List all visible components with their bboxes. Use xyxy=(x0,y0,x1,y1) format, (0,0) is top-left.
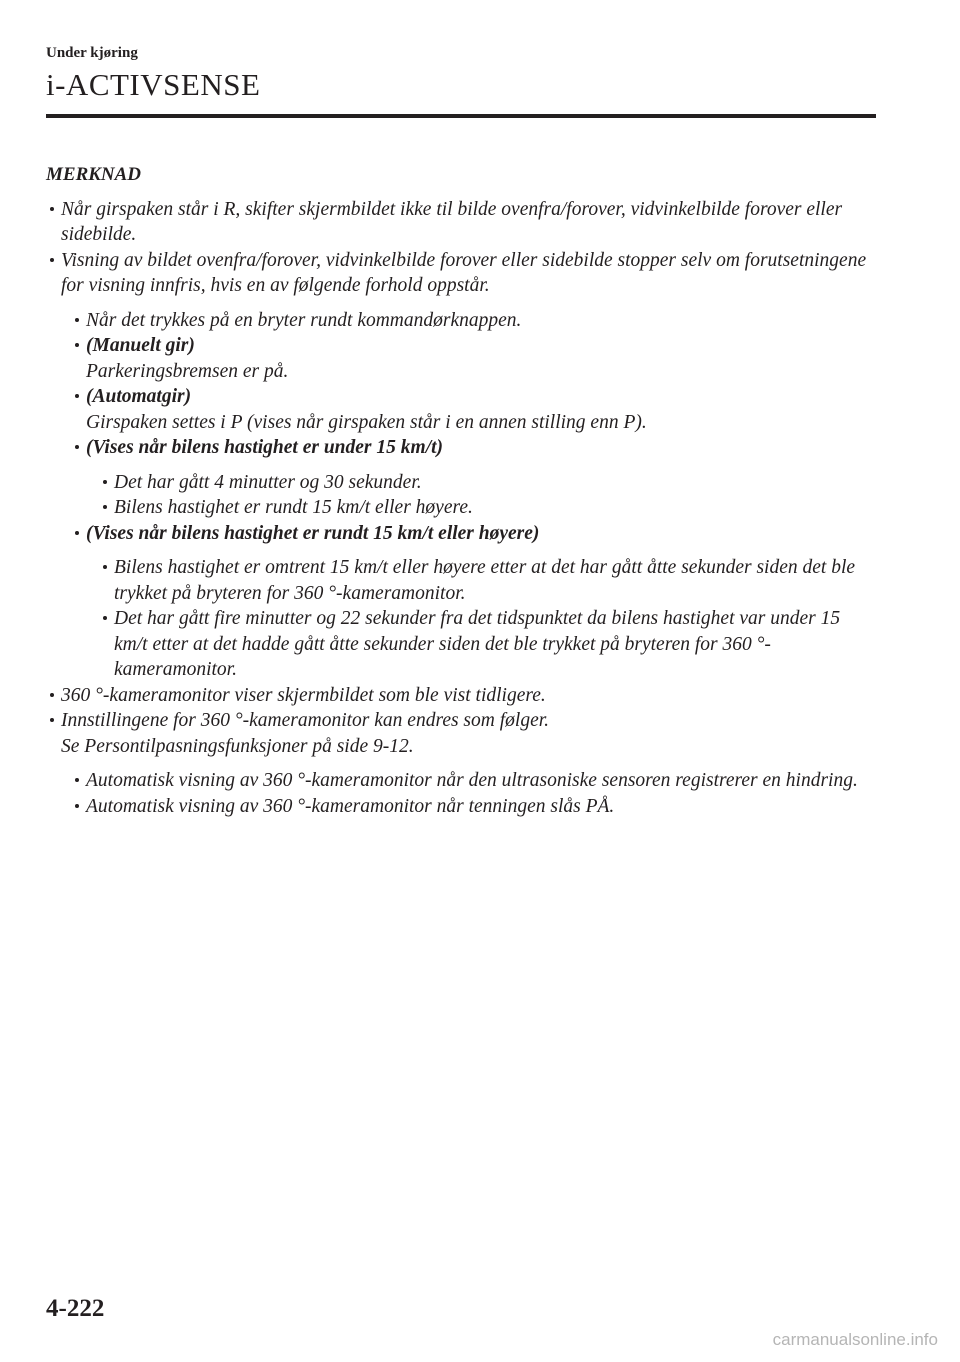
list-item-text: 360 °-kameramonitor viser skjermbildet som ble vist tidligere. xyxy=(61,684,546,706)
bullet-icon xyxy=(103,565,107,569)
list-item-text: Bilens hastighet er omtrent 15 km/t eller høyere etter at det har gått åtte sekunder siden det ble trykket på bryteren for 360 °-kameramonitor. xyxy=(114,557,856,604)
bullet-icon xyxy=(75,394,79,398)
bullet-icon xyxy=(50,207,54,211)
list-item-text: Visning av bildet ovenfra/forover, vidvinkelbilde forover eller sidebilde stopper selv om forutsetningene for visning innfris, hvis en av følgende forhold oppstår. xyxy=(61,249,867,296)
list-item xyxy=(86,435,876,521)
condition-heading: (Manuelt gir) xyxy=(86,335,195,356)
page-header xyxy=(46,44,876,118)
list-item xyxy=(86,768,876,794)
list-item-text: Automatisk visning av 360 °-kameramonitor når tenningen slås PÅ. xyxy=(86,795,615,817)
list-item xyxy=(61,708,876,819)
sub-sub-list xyxy=(86,555,876,683)
note-heading: MERKNAD xyxy=(46,164,142,185)
watermark: carmanualsonline.info xyxy=(772,1330,938,1349)
list-item xyxy=(86,521,876,683)
page-number: 4-222 xyxy=(46,1295,105,1322)
list-item-text: Automatisk visning av 360 °-kameramonitor når den ultrasoniske sensoren registrerer en hindring. xyxy=(86,770,858,791)
header-rule xyxy=(46,114,876,118)
bullet-icon xyxy=(103,616,107,620)
bullet-icon xyxy=(75,531,79,535)
section-label: Under kjøring xyxy=(46,45,138,61)
list-item xyxy=(86,384,876,435)
bullet-icon xyxy=(103,505,107,509)
list-item xyxy=(86,333,876,384)
list-item xyxy=(114,606,876,683)
bullet-icon xyxy=(50,258,54,262)
list-item-text: Parkeringsbremsen er på. xyxy=(86,360,289,382)
bullet-icon xyxy=(75,318,79,322)
list-item-text: Bilens hastighet er rundt 15 km/t eller høyere. xyxy=(114,497,473,518)
list-item-text: Når girspaken står i R, skifter skjermbildet ikke til bilde ovenfra/forover, vidvinkelbilde forover eller sidebilde. xyxy=(61,198,843,245)
list-item-text: Det har gått fire minutter og 22 sekunder fra det tidspunktet da bilens hastighet var under 15 km/t etter at det hadde gått åtte sekunder siden det ble trykket på bryteren for 360 °-kameramonitor. xyxy=(114,608,841,680)
bullet-icon xyxy=(75,343,79,347)
bullet-icon xyxy=(103,480,107,484)
note-block xyxy=(46,162,876,819)
sub-list xyxy=(61,768,876,819)
list-item xyxy=(114,495,876,521)
page-reference: Se Persontilpasningsfunksjoner på side 9-12. xyxy=(61,735,414,757)
list-item xyxy=(114,470,876,496)
condition-heading: (Vises når bilens hastighet er rundt 15 km/t eller høyere) xyxy=(86,522,540,544)
page-title: i-ACTIVSENSE xyxy=(46,67,261,102)
list-item xyxy=(61,248,876,683)
condition-heading: (Automatgir) xyxy=(86,386,192,407)
bullet-icon xyxy=(50,718,54,722)
bullet-icon xyxy=(75,778,79,782)
list-item-text: Når det trykkes på en bryter rundt kommandørknappen. xyxy=(86,309,522,331)
list-item xyxy=(86,794,876,820)
list-item xyxy=(86,308,876,334)
list-item xyxy=(114,555,876,606)
bullet-icon xyxy=(50,693,54,697)
condition-heading: (Vises når bilens hastighet er under 15 km/t) xyxy=(86,437,444,458)
list-item-text: Innstillingene for 360 °-kameramonitor kan endres som følger. xyxy=(61,710,550,731)
list-item-text: Det har gått 4 minutter og 30 sekunder. xyxy=(114,471,422,493)
list-item xyxy=(61,197,876,248)
bullet-icon xyxy=(75,445,79,449)
list-item xyxy=(61,683,876,709)
sub-sub-list xyxy=(86,470,876,521)
note-list xyxy=(46,197,876,820)
bullet-icon xyxy=(75,804,79,808)
sub-list xyxy=(61,308,876,683)
list-item-text: Girspaken settes i P (vises når girspaken står i en annen stilling enn P). xyxy=(86,411,647,433)
